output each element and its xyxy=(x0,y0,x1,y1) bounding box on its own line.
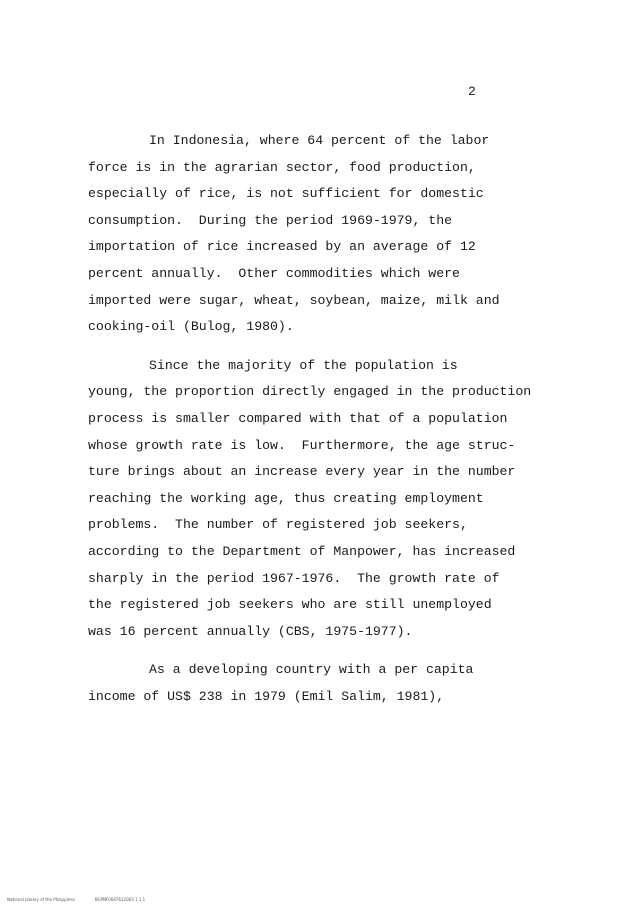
text-line: consumption. During the period 1969-1979, the xyxy=(88,212,453,228)
text-line: especially of rice, is not sufficient for domestic xyxy=(88,186,484,202)
text-line: the registered job seekers who are still unemployed xyxy=(88,597,492,613)
page-number: 2 xyxy=(468,84,476,99)
text-line: In Indonesia, where 64 percent of the labor xyxy=(149,133,490,148)
text-line: importation of rice increased by an average of 12 xyxy=(88,239,476,255)
text-line: percent annually. Other commodities which were xyxy=(88,265,460,281)
text-line: Since the majority of the population is xyxy=(149,357,458,373)
text-line: income of US$ 238 in 1979 (Emil Salim, 1981), xyxy=(88,688,445,704)
text-line: process is smaller compared with that of a population xyxy=(88,410,508,426)
text-line: was 16 percent annually (CBS, 1975-1977). xyxy=(88,623,413,639)
text-line: As a developing country with a per capita xyxy=(149,662,474,678)
footer-code: BGPNF0047612003 1 1 1 xyxy=(94,897,146,902)
text-line: ture brings about an increase every year in the number xyxy=(88,464,516,480)
text-line: whose growth rate is low. Furthermore, the age struc- xyxy=(88,437,516,453)
body-text xyxy=(88,128,588,722)
text-line: force is in the agrarian sector, food production, xyxy=(88,159,476,175)
text-line: reaching the working age, thus creating employment xyxy=(88,490,484,506)
text-line: problems. The number of registered job seekers, xyxy=(88,517,468,533)
paragraph-1 xyxy=(88,128,588,341)
text-line: sharply in the period 1967-1976. The growth rate of xyxy=(88,570,500,586)
text-line: according to the Department of Manpower, has increased xyxy=(88,543,516,559)
text-line: young, the proportion directly engaged in the production xyxy=(88,384,532,400)
footer-source: National Library of the Philippines xyxy=(7,897,75,902)
text-line: imported were sugar, wheat, soybean, maize, milk and xyxy=(88,292,500,308)
text-line: cooking-oil (Bulog, 1980). xyxy=(88,319,294,335)
paragraph-3 xyxy=(88,657,588,710)
paragraph-2 xyxy=(88,353,588,646)
